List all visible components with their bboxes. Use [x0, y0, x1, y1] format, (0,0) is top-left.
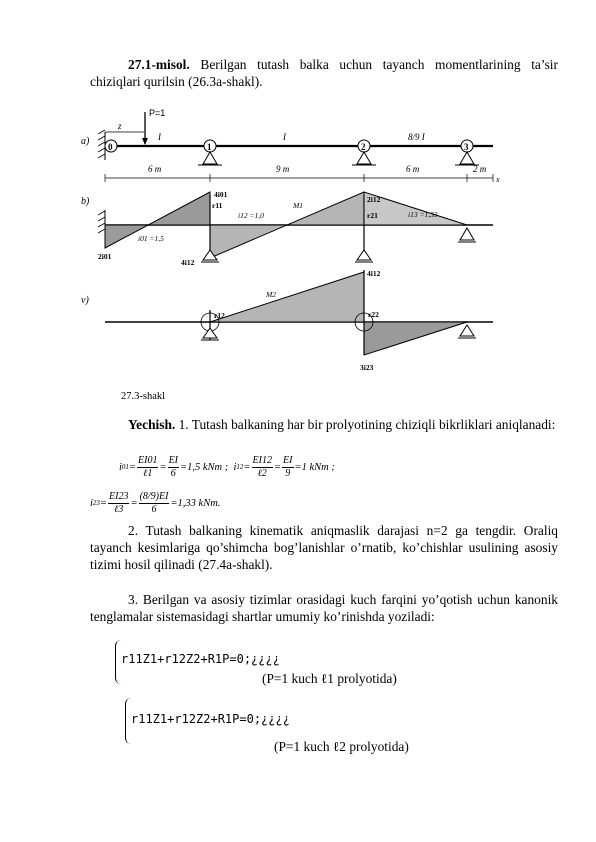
solution-paragraph — [90, 416, 558, 433]
svg-text:i01 =1,5: i01 =1,5 — [138, 234, 164, 243]
equation-2-note: (P=1 kuch ℓ2 prolyotida) — [274, 739, 409, 754]
svg-text:r12: r12 — [214, 311, 225, 320]
equation-2: r11Z1+r12Z2+R1P=0;¿¿¿¿ — [131, 712, 290, 726]
paragraph-2: 2. Tutash balkaning kinematik aniqmaslik darajasi n=2 ga tengdir. Oraliq tayanch kesimlariga qo’shimcha bog’lanishlar o’rnatib, ko’chishlar usulining asosiy tizimi hosil qilinadi (27.4a-shakl). — [90, 523, 558, 572]
svg-text:2i12: 2i12 — [367, 195, 381, 204]
svg-text:2 m: 2 m — [473, 164, 487, 174]
svg-text:4i12: 4i12 — [181, 258, 195, 267]
svg-text:M2: M2 — [266, 290, 276, 299]
solution-label: Yechish. — [128, 417, 176, 432]
paragraph-3: 3. Berilgan va asosiy tizimlar orasidagi kuch farqini yo’qotish uchun kanonik tenglamalar sistemasidagi shartlar umumiy ko’rinishda yoziladi: — [90, 592, 558, 624]
svg-text:2i01: 2i01 — [98, 252, 112, 261]
svg-text:9 m: 9 m — [276, 164, 290, 174]
svg-text:M1: M1 — [293, 201, 303, 210]
svg-text:4i12: 4i12 — [367, 269, 381, 278]
svg-text:3: 3 — [464, 142, 469, 152]
row-label-b: b) — [81, 196, 90, 207]
solution-text: 1. Tutash balkaning har bir prolyotining chiziqli bikrliklari aniqlanadi: — [178, 417, 556, 432]
svg-text:3i23: 3i23 — [360, 363, 374, 372]
formula-i23: i 23 = $\frac{EI23}{\text{ℓ3}}$ = $\frac{(8/9)EI}{6}$ =1,33 kNm. — [90, 490, 221, 515]
example-heading: 27.1-misol. — [128, 57, 190, 72]
row-label-v: v) — [81, 295, 89, 306]
svg-text:8/9 I: 8/9 I — [408, 132, 425, 142]
svg-text:r21: r21 — [367, 211, 378, 220]
svg-text:r22: r22 — [368, 310, 379, 319]
svg-text:0: 0 — [108, 142, 113, 152]
intro-paragraph — [90, 56, 558, 90]
svg-text:1: 1 — [207, 142, 212, 152]
svg-text:I: I — [158, 132, 161, 142]
svg-text:i12 =1,0: i12 =1,0 — [238, 211, 264, 220]
svg-text:4i01: 4i01 — [214, 190, 228, 199]
svg-text:i13 =1,33: i13 =1,33 — [408, 210, 438, 219]
intro-text: Berilgan tutash balka uchun tayanch momentlarining ta’sir chiziqlari qurilsin (26.3a-shakl). — [90, 57, 558, 89]
svg-text:6 m: 6 m — [148, 164, 162, 174]
svg-text:6 m: 6 m — [406, 164, 420, 174]
figure-caption: 27.3-shakl — [121, 391, 166, 402]
svg-text:2: 2 — [361, 142, 366, 152]
svg-text:I: I — [283, 132, 286, 142]
z-label: z — [118, 121, 122, 131]
formula-i01-i12: i 01 = $\frac{EI01}{\text{ℓ1}}$ = $\frac{EI}{6}$ =1,5 kNm ; i 12 = $\frac{EI12}{\text{ℓ2}}$ = $\frac{EI}{9}$ =1 kNm ; — [119, 454, 335, 479]
equation-1: r11Z1+r12Z2+R1P=0;¿¿¿¿ — [121, 652, 280, 666]
load-label: P=1 — [149, 108, 166, 118]
svg-text:r11: r11 — [212, 201, 223, 210]
x-axis-label: x — [496, 175, 500, 184]
beam-figure — [78, 100, 518, 385]
equation-1-note: (P=1 kuch ℓ1 prolyotida) — [262, 671, 397, 686]
row-label-a: a) — [81, 136, 90, 147]
